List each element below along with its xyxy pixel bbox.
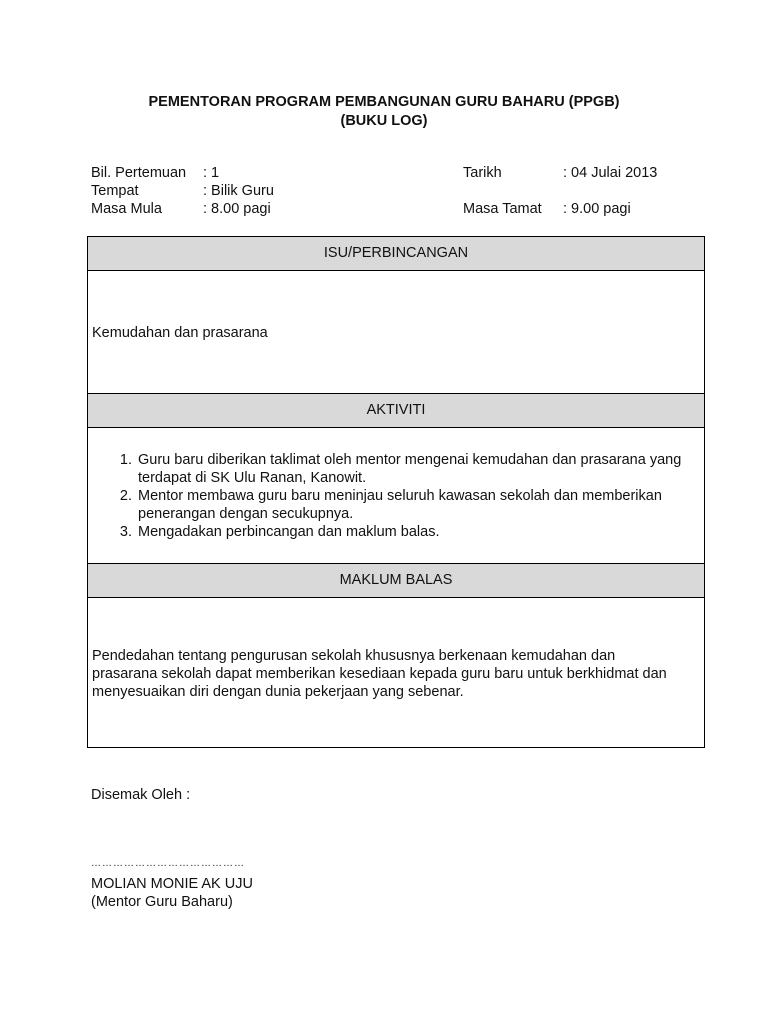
log-table: [87, 236, 705, 748]
tempat-value: : Bilik Guru: [203, 183, 274, 199]
mentor-role: (Mentor Guru Baharu): [91, 894, 233, 910]
masa-mula-label: Masa Mula: [91, 201, 162, 217]
maklum-balas-line-2: prasarana sekolah dapat memberikan kesediaan kepada guru baru untuk berkhidmat dan: [92, 666, 667, 682]
tarikh-label: Tarikh: [463, 165, 502, 181]
aktiviti-item: 1. Guru baru diberikan taklimat oleh mentor mengenai kemudahan dan prasarana yang terdapat di SK Ulu Ranan, Kanowit.: [136, 451, 702, 487]
aktiviti-item: 2. Mentor membawa guru baru meninjau seluruh kawasan sekolah dan memberikan penerangan dengan secukupnya.: [136, 487, 702, 523]
masa-tamat-label: Masa Tamat: [463, 201, 542, 217]
bil-pertemuan-value: : 1: [203, 165, 220, 181]
bil-pertemuan-label: Bil. Pertemuan: [91, 165, 187, 181]
disemak-label: Disemak Oleh :: [91, 787, 191, 803]
masa-mula-value: : 8.00 pagi: [203, 201, 271, 217]
document-subtitle: (BUKU LOG): [340, 113, 428, 129]
tempat-label: Tempat: [91, 183, 139, 199]
isu-text: Kemudahan dan prasarana: [92, 325, 268, 341]
maklum-balas-header: MAKLUM BALAS: [88, 563, 704, 598]
signature-line: ……………………………………: [91, 858, 245, 869]
aktiviti-list: [88, 451, 702, 541]
maklum-balas-line-3: menyesuaikan diri dengan dunia pekerjaan yang sebenar.: [92, 684, 464, 700]
aktiviti-item: 3. Mengadakan perbincangan dan maklum balas.: [136, 523, 702, 541]
mentor-name: MOLIAN MONIE AK UJU: [91, 876, 253, 892]
tarikh-value: : 04 Julai 2013: [563, 165, 658, 181]
aktiviti-header: AKTIVITI: [88, 393, 704, 428]
document-title: PEMENTORAN PROGRAM PEMBANGUNAN GURU BAHARU (PPGB): [148, 94, 620, 110]
masa-tamat-value: : 9.00 pagi: [563, 201, 631, 217]
isu-header: ISU/PERBINCANGAN: [88, 237, 704, 271]
maklum-balas-line-1: Pendedahan tentang pengurusan sekolah khususnya berkenaan kemudahan dan: [92, 648, 616, 664]
